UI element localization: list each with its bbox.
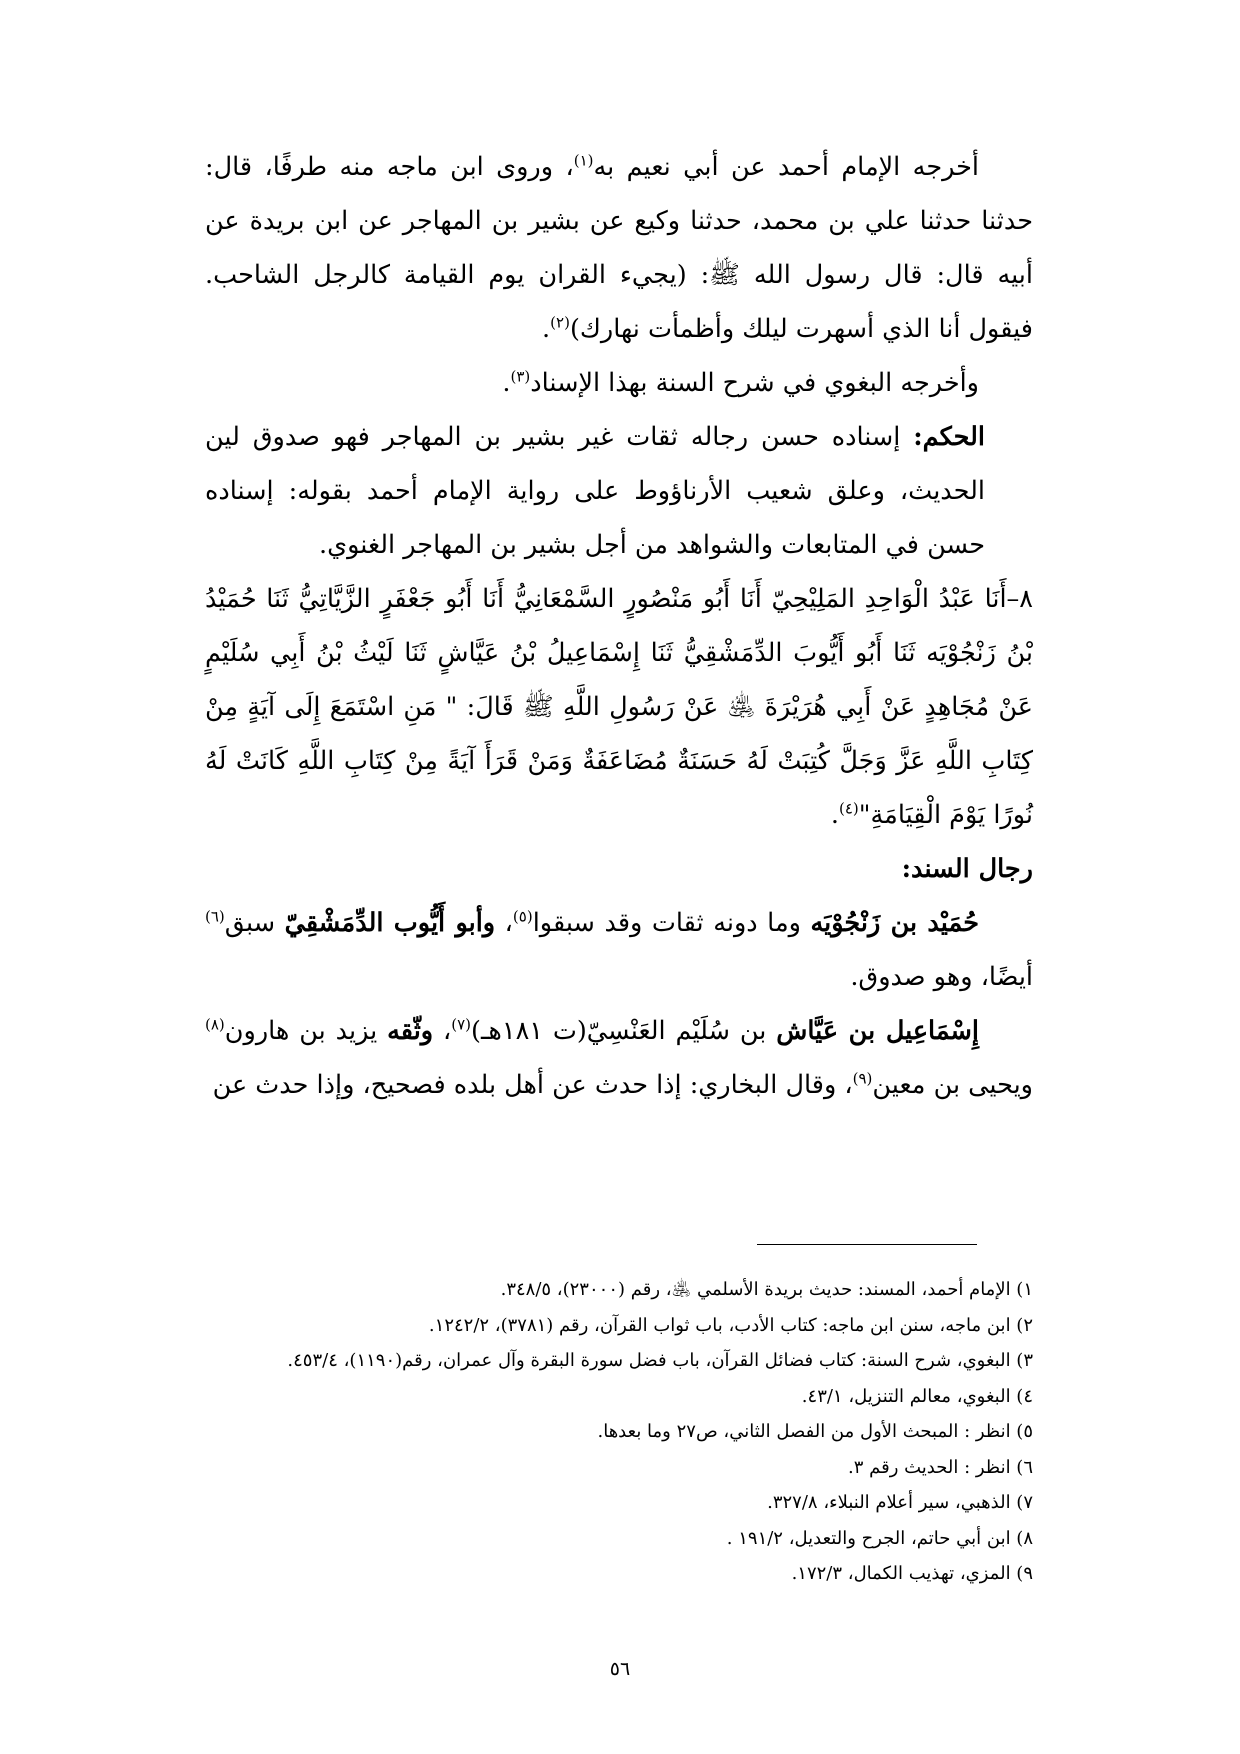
footnote-5: ٥) انظر : المبحث الأول من الفصل الثاني، ص٢٧ وما بعدها. bbox=[597, 1421, 1033, 1442]
text-run: أيضًا، وهو صدوق. bbox=[850, 962, 1033, 992]
footnote-8: ٨) ابن أبي حاتم، الجرح والتعديل، ١٩١/٢ . bbox=[726, 1527, 1033, 1549]
narrator-name: حُمَيْد بن زَنْجُوْيَه bbox=[810, 908, 980, 938]
paragraph-hukm bbox=[205, 410, 1033, 572]
main-text bbox=[205, 140, 1033, 1112]
footnotes bbox=[205, 1272, 1033, 1592]
footnote-4: ٤) البغوي، معالم التنزيل، ٤٣/١. bbox=[801, 1385, 1033, 1407]
section-heading-rijal: رجال السند: bbox=[901, 854, 1033, 884]
paragraph-humayd bbox=[205, 896, 1033, 1004]
text-run: . bbox=[502, 368, 511, 398]
text-run: . bbox=[830, 800, 839, 830]
text-run: سبق bbox=[224, 908, 285, 938]
footnote-marker: (٤) bbox=[839, 799, 859, 818]
text-run: ، وروى ابن ماجه منه طرفًا، قال: حدثنا حدثنا علي بن محمد، حدثنا وكيع عن بشير بن المهاجر عن ابن بريدة عن أبيه قال: قال رسول الله ﷺ: (يجيء القران يوم القيامة كالرجل الشاحب. فيقول أنا الذي أسهرت ليلك وأظمأت نهارك) bbox=[205, 152, 1033, 344]
footnote-marker: (٥) bbox=[512, 907, 533, 926]
paragraph-baghawi bbox=[205, 356, 1033, 410]
footnote-marker: (٧) bbox=[451, 1015, 471, 1034]
hadith-number: ٨– bbox=[1006, 584, 1033, 614]
text-run: أخرجه الإمام أحمد عن أبي نعيم به bbox=[593, 152, 979, 182]
hadith-text: أَنَا عَبْدُ الْوَاحِدِ المَلِيْحِيّ أَنَا أَبُو مَنْصُورٍ السَّمْعَانِيُّ أَنَا أَبُو جَعْفَرٍ الزَّيَّاتِيُّ ثَنَا حُمَيْدُ بْنُ زَنْجُوْيَه ثَنَا أَبُو أَيُّوبَ الدِّمَشْقِيُّ ثَنَا إِسْمَاعِيلُ بْنُ عَيَّاشٍ ثَنَا لَيْثُ بْنُ أَبِي سُلَيْمٍ عَنْ مُجَاهِدٍ عَنْ أَبِي هُرَيْرَةَ ﵁ عَنْ رَسُولِ اللَّهِ ﷺ قَالَ: " مَنِ اسْتَمَعَ إِلَى آيَةٍ مِنْ كِتَابِ اللَّهِ عَزَّ وَجَلَّ كُتِبَتْ لَهُ حَسَنَةٌ مُضَاعَفَةٌ وَمَنْ قَرَأَ آيَةً مِنْ كِتَابِ اللَّهِ كَانَتْ لَهُ نُورًا يَوْمَ الْقِيَامَةِ" bbox=[205, 584, 1033, 830]
footnote-2: ٢) ابن ماجه، سنن ابن ماجه: كتاب الأدب، باب ثواب القرآن، رقم (٣٧٨١)، ١٢٤٢/٢. bbox=[428, 1314, 1033, 1336]
footnote-3: ٣) البغوي، شرح السنة: كتاب فضائل القرآن، باب فضل سورة البقرة وآل عمران، رقم(١١٩٠)، ٤٥٣/٤. bbox=[287, 1350, 1033, 1371]
narrator-name: وأبو أَيُّوب الدِّمَشْقِيّ bbox=[284, 908, 496, 938]
text-run: ويحيى بن معين bbox=[872, 1070, 1033, 1100]
text-run: بن سُلَيْم العَنْسِيّ(ت ١٨١هـ) bbox=[471, 1016, 777, 1046]
footnote-9: ٩) المزي، تهذيب الكمال، ١٧٢/٣. bbox=[791, 1563, 1033, 1584]
footnote-1: ١) الإمام أحمد، المسند: حديث بريدة الأسلمي ﵁، رقم (٢٣٠٠٠)، ٣٤٨/٥. bbox=[500, 1279, 1033, 1300]
paragraph-ismail bbox=[205, 1004, 1033, 1112]
footnote-separator bbox=[757, 1244, 977, 1245]
footnote-6: ٦) انظر : الحديث رقم ٣. bbox=[848, 1456, 1033, 1478]
text-run: وما دونه ثقات وقد سبقوا bbox=[532, 908, 811, 938]
footnote-marker: (٩) bbox=[852, 1069, 873, 1088]
footnote-7: ٧) الذهبي، سير أعلام النبلاء، ٣٢٧/٨. bbox=[767, 1492, 1033, 1513]
text-run: يزيد بن هارون bbox=[224, 1016, 388, 1046]
footnote-marker: (٣) bbox=[510, 367, 531, 386]
hadith-8 bbox=[205, 572, 1033, 842]
footnote-marker: (١) bbox=[573, 151, 594, 170]
text-run: ، وقال البخاري: إذا حدث عن أهل بلده فصحيح، وإذا حدث عن bbox=[212, 1070, 853, 1100]
footnote-marker: (٨) bbox=[205, 1015, 225, 1034]
text-run: . bbox=[542, 314, 551, 344]
text-run: ، bbox=[433, 1016, 452, 1046]
text-run: إسناده حسن رجاله ثقات غير بشير بن المهاجر فهو صدوق لين الحديث، وعلق شعيب الأرناؤوط على رواية الإمام أحمد بقوله: إسناده حسن في المتابعات والشواهد من أجل بشير بن المهاجر الغنوي. bbox=[205, 422, 985, 560]
hukm-label: الحكم: bbox=[913, 422, 985, 452]
narrator-name: إِسْمَاعِيل بن عَيَّاش bbox=[776, 1016, 980, 1046]
text-run: وأخرجه البغوي في شرح السنة بهذا الإسناد bbox=[530, 368, 979, 398]
tawthiq-word: وثّقه bbox=[387, 1016, 434, 1046]
text-run: ، bbox=[495, 908, 513, 938]
paragraph-takhrij bbox=[205, 140, 1033, 356]
footnote-marker: (٦) bbox=[205, 907, 225, 926]
page-number: ٥٦ bbox=[609, 1658, 631, 1680]
footnote-marker: (٢) bbox=[550, 313, 570, 332]
